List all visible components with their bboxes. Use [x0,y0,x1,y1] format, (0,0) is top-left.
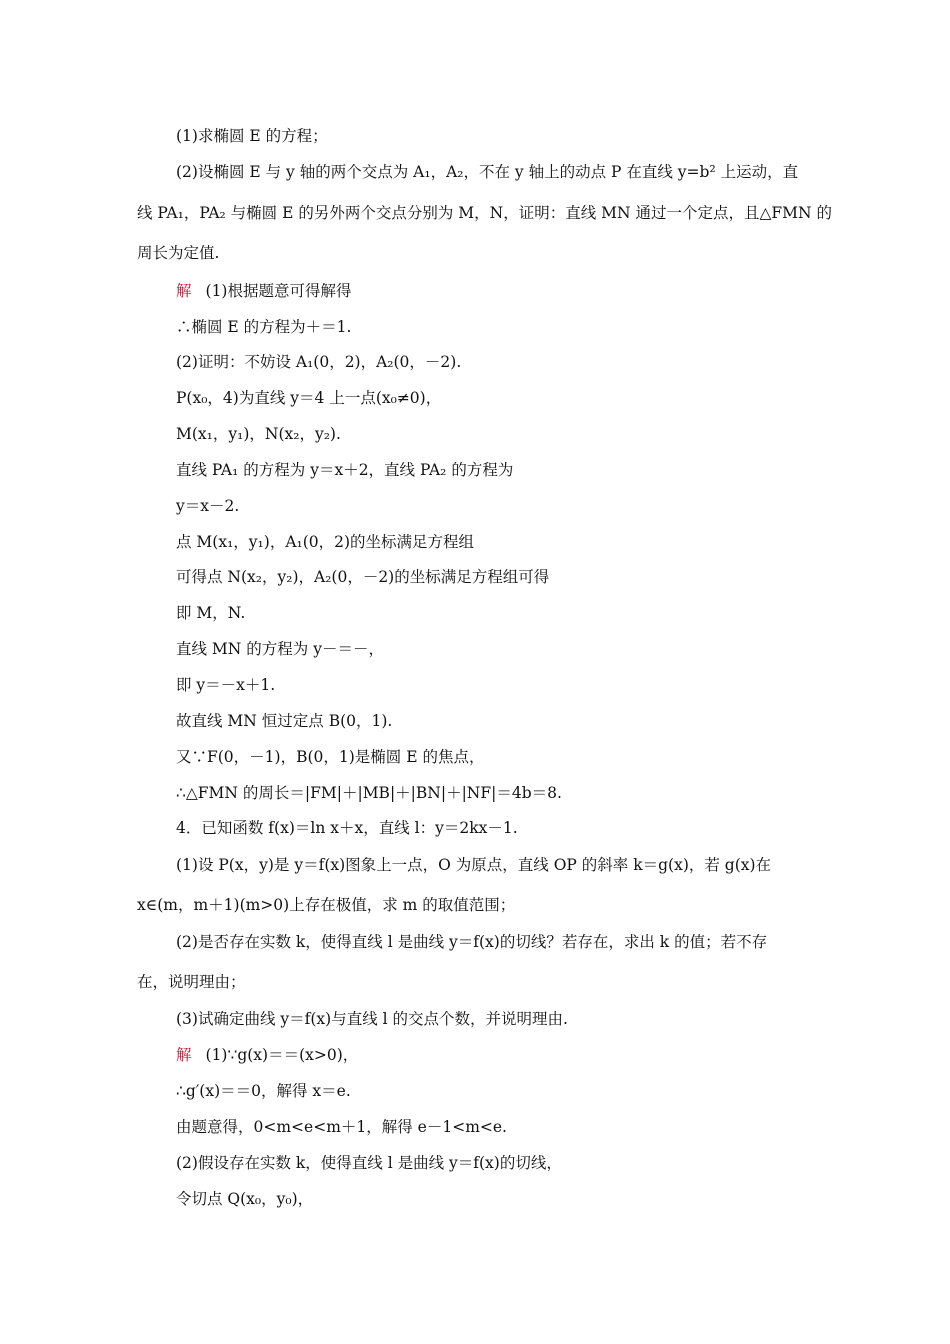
text-line: 即 M，N. [176,604,246,622]
text-line: (2)是否存在实数 k，使得直线 l 是曲线 y＝f(x)的切线？若存在，求出 k 的值；若不存 [176,933,768,951]
text-line: (2)证明：不妨设 A₁(0，2)，A₂(0，－2). [176,353,462,371]
text-line: M(x₁，y₁)，N(x₂，y₂). [176,425,341,443]
text-line: 4．已知函数 f(x)＝ln x＋x，直线 l：y＝2kx－1. [176,819,518,837]
text-line: (3)试确定曲线 y＝f(x)与直线 l 的交点个数，并说明理由. [176,1010,568,1028]
text-line: 即 y＝－x＋1. [176,676,276,694]
text-line: 解 (1)∵g(x)＝＝(x>0)， [176,1046,359,1064]
text-line: ∴△FMN 的周长＝|FM|＋|MB|＋|BN|＋|NF|＝4b＝8. [176,784,562,802]
text-line: 可得点 N(x₂，y₂)，A₂(0，－2)的坐标满足方程组可得 [176,568,550,586]
text-line: 直线 MN 的方程为 y－＝－， [176,640,384,658]
text-line: (2)假设存在实数 k，使得直线 l 是曲线 y＝f(x)的切线， [176,1154,562,1172]
text-line: 令切点 Q(x₀，y₀)， [176,1190,314,1208]
text-line: P(x₀，4)为直线 y＝4 上一点(x₀≠0)， [176,389,442,407]
text-line: 又∵F(0，－1)，B(0，1)是椭圆 E 的焦点， [176,748,485,766]
text-line: (1)求椭圆 E 的方程； [176,127,328,145]
solution-label: 解 [176,282,192,300]
text-line: ∴g′(x)＝＝0，解得 x＝e. [176,1082,351,1100]
text-line: (2)设椭圆 E 与 y 轴的两个交点为 A₁，A₂，不在 y 轴上的动点 P 在直线 y=b² 上运动，直 [176,163,799,181]
text-line: 直线 PA₁ 的方程为 y＝x＋2，直线 PA₂ 的方程为 [176,461,514,479]
text-line: ∴椭圆 E 的方程为＋＝1. [176,318,352,336]
text-line: (1)设 P(x，y)是 y＝f(x)图象上一点，O 为原点，直线 OP 的斜率 k＝g(x)，若 g(x)在 [176,856,772,874]
text-line: 故直线 MN 恒过定点 B(0，1). [176,712,393,730]
text-line: 线 PA₁，PA₂ 与椭圆 E 的另外两个交点分别为 M，N，证明：直线 MN 通过一个定点，且△FMN 的 [137,204,833,222]
solution-label: 解 [176,1046,192,1064]
text-line: 由题意得，0<m<e<m＋1，解得 e－1<m<e. [176,1118,507,1136]
text-line: x∈(m，m＋1)(m>0)上存在极值，求 m 的取值范围； [137,896,516,914]
text-line: 点 M(x₁，y₁)，A₁(0，2)的坐标满足方程组 [176,533,475,551]
text-line: y＝x－2. [176,497,240,515]
text-line: 解 (1)根据题意可得解得 [176,282,352,300]
text-line: 周长为定值. [137,244,220,262]
text-line: 在，说明理由； [137,973,246,991]
